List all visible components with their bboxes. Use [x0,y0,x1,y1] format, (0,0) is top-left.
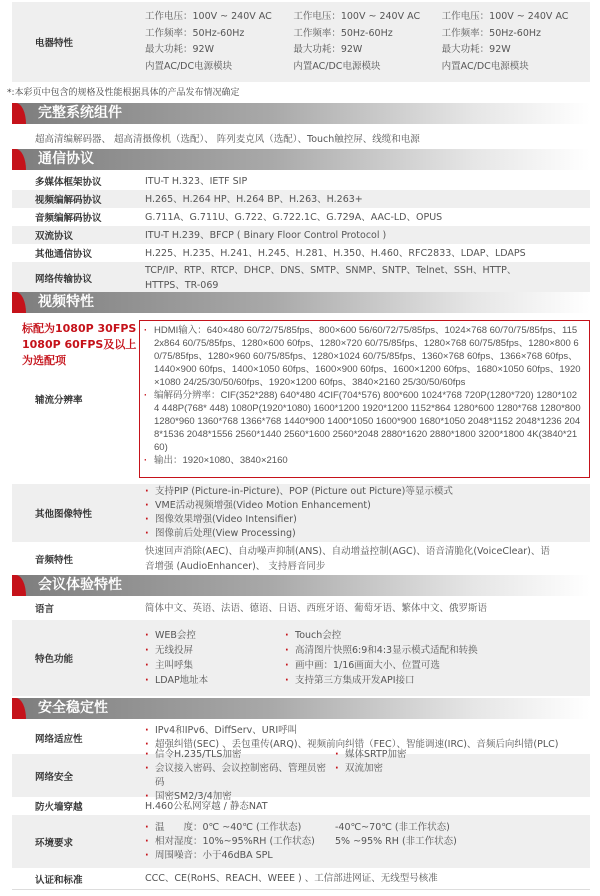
list-item: · 编解码分辨率：CIF(352*288) 640*480 4CIF(704*576) 800*600 1024*768 720P(1280*720) 1280*1024 448P(768* 448) 1080P(1920*1080) 1600*1200 1920*1200 1152*864 1280*600 1280*768 1280*800 1280*960 1360*768 1366*768 1440*900 1400*1050 1600*900 1680*1050 2048*1152 2048*1236 2048*1536 2048*1556 2560*1440 2560*1600 2560*2048 2880*1620 2880*1800 3200*1800 4K(3840*2160) [144,389,581,454]
electrical-column [293,9,441,75]
text-line: 工作频率：50Hz-60Hz [293,27,393,39]
row-label: 双流协议 [35,231,74,242]
row-label: 多媒体框架协议 [35,177,102,188]
section-header: 视频特性 [12,292,590,313]
row-label: 音频编解码协议 [35,213,102,224]
text-line: 最大功耗：92W [293,44,363,55]
text-line: 最大功耗：92W [441,44,511,55]
aux-resolution-box [139,320,590,478]
list-item: · 国密SM2/3/4加密 [145,790,335,804]
text-line: 内置AC/DC电源模块 [145,60,233,72]
table-row [12,190,590,208]
table-row [12,868,590,890]
table-row [12,244,590,262]
row-label: 网络传输协议 [35,274,93,285]
text-line: 内置AC/DC电源模块 [441,60,529,72]
row-label: 认证和标准 [35,874,83,886]
text-line: -40℃~70℃ (非工作状态) [335,821,450,833]
row-value: G.711A、G.711U、G.722、G.722.1C、G.729A、AAC-LD、OPUS [145,211,443,223]
list-item: · LDAP地址本 [145,673,285,688]
table-row [12,815,590,868]
annotation [22,321,136,369]
row-label: 防火墙穿越 [35,802,83,813]
row-label: 网络安全 [35,771,74,783]
row-label: 语言 [35,604,55,615]
row-value: 简体中文、英语、法语、德语、日语、西班牙语、葡萄牙语、繁体中文、俄罗斯语 [145,602,488,614]
list-item: · 超强纠错(SEC) 、丢包重传(ARQ)、视频前向纠错（FEC）、智能调速(IRC)、音频后向纠错(PLC) [145,738,590,752]
annotation-line: 1080P 60FPS及以上 [22,338,137,351]
list-item: · VME活动视频增强(Video Motion Enhancement) [145,499,590,513]
table-row [12,226,590,244]
table-row [12,620,590,696]
row-label: 音频特性 [35,554,74,566]
list-item: · 媒体SRTP加密 [335,748,590,762]
text-line: 5% ~95% RH (非工作状态) [335,835,457,847]
section-header: 会议体验特性 [12,575,590,596]
table-row [12,208,590,226]
list-item: · 会议接入密码、会议控制密码、管理员密码 [145,762,335,790]
row-label: 电器特性 [35,38,74,49]
row-value: 快速回声消除(AEC)、自动噪声抑制(ANS)、自动增益控制(AGC)、语音清脆化(VoiceClear)、语音增强 (AudioEnhancer)、 支持唇音同步 [145,545,550,572]
text-line: 工作电压：100V ~ 240V AC [441,11,569,22]
row-value: H.225、H.235、H.241、H.245、H.281、H.350、H.460、RFC2833、LDAP、LDAPS [145,247,526,259]
annotation-line: 标配为1080P 30FPS [22,322,137,335]
list-item: · 主叫呼集 [145,658,285,673]
row-value: H.265、H.264 HP、H.264 BP、H.263、H.263+ [145,193,363,205]
electrical-section [12,2,590,82]
list-item: · 高清图片快照6:9和4:3显示模式适配和转换 [285,643,590,658]
electrical-column [442,9,590,75]
table-row [12,172,590,190]
text-line: 工作频率：50Hz-60Hz [145,27,245,39]
section-header: 完整系统组件 [12,103,590,124]
row-label: 其他通信协议 [35,249,93,260]
table-row [12,748,590,802]
list-item: · 无线投屏 [145,643,285,658]
list-item: · 支持PIP (Picture-in-Picture)、POP (Picture out Picture)等显示模式 [145,485,590,499]
row-label: 其他图像特性 [35,509,93,520]
row-value: ITU-T H.239、BFCP ( Binary Floor Control Protocol ) [145,229,387,241]
row-value: ITU-T H.323、IETF SIP [145,175,248,187]
list-item: · 支持第三方集成开发API接口 [285,673,590,688]
footnote: *:本彩页中包含的规格及性能根据具体的产品发布情况确定 [7,88,240,98]
list-item: · 信令H.235/TLS加密 [145,748,335,762]
list-item: · 温 度：0℃ ~40℃ (工作状态) [145,821,335,835]
table-row [12,484,590,542]
text-line: 最大功耗：92W [145,44,214,55]
table-row [12,542,590,575]
row-label: 网络适应性 [35,733,83,745]
list-item: · HDMI输入：640×480 60/72/75/85fps、800×600 56/60/72/75/85fps、1024×768 60/70/75/85fps、1152x864 60/75/85fps、1280×600 60fps、1280×720 60/75/85fps、1280×768 60/75/85fps、1280×800 60/75/85fps、1280×960 60/75/85fps、1280×1024 60/75/85fps、1360×768 60fps、1366×768 60fps、1440×900 60fps、1400×1050 60fps、1600×900 60fps、1600×1200 60fps、1680×1050 60fps、1920×1080 24/25/30/50/60fps、1920×1200 60fps、3840×2160 25/30/50/60fps [144,324,581,389]
list-item: · 周围噪音：小于46dBA SPL [145,849,335,863]
row-label: 辅流分辨率 [35,395,83,406]
row-label: 视频编解码协议 [35,195,102,206]
table-row [12,262,590,294]
row-value: H.460公私网穿越 / 静态NAT [145,800,268,812]
electrical-column [145,9,293,75]
row-label: 特色功能 [35,654,74,665]
text-line: 工作电压：100V ~ 240V AC [145,11,272,22]
text-line: 工作电压：100V ~ 240V AC [293,11,421,22]
text-line: 内置AC/DC电源模块 [293,60,381,72]
list-item: · 图像前后处理(View Processing) [145,527,590,541]
protocol-table [12,172,590,294]
list-item: · 画中画：1/16画面大小、位置可选 [285,658,590,673]
row-value: TCP/IP、RTP、RTCP、DHCP、DNS、SMTP、SNMP、SNTP、Telnet、SSH、HTTP、HTTPS、TR-069 [145,265,517,291]
list-item: · IPv4和IPv6、DiffServ、URI呼叫 [145,724,590,738]
annotation-line: 为选配项 [22,354,66,367]
row-label: 环境要求 [35,837,74,849]
row-value: CCC、CE(RoHS、REACH、WEEE ) 、工信部进网证、无线型号核准 [145,873,438,884]
system-components-text: 超高清编解码器、 超高清摄像机（选配）、 阵列麦克风（选配）、Touch触控屏、线缆和电源 [35,134,420,145]
list-item: · Touch会控 [285,628,590,643]
section-header: 安全稳定性 [12,698,590,719]
table-row [12,598,590,618]
list-item: · 双流加密 [335,762,590,776]
text-line: 工作频率：50Hz-60Hz [441,27,542,39]
list-item: · 相对湿度：10%~95%RH (工作状态) [145,835,335,849]
section-header: 通信协议 [12,149,590,170]
list-item: · 图像效果增强(Video Intensifier) [145,513,590,527]
list-item: · 输出：1920×1080、3840×2160 [144,454,581,467]
list-item: · WEB会控 [145,628,285,643]
